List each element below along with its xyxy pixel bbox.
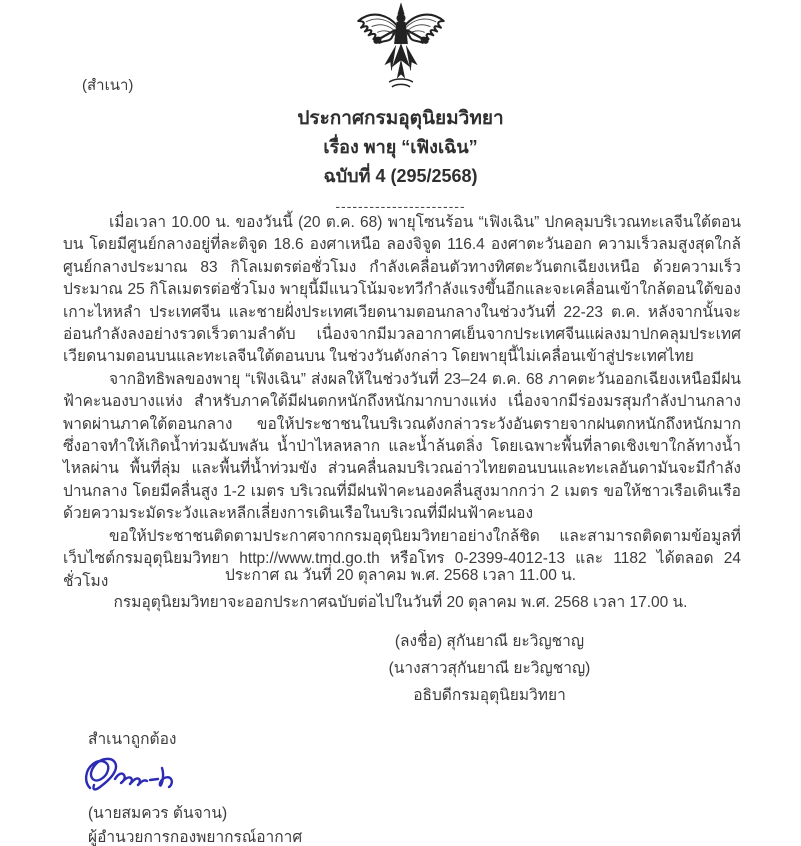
document-subject: เรื่อง พายุ “เฟิงเฉิน” (323, 137, 478, 157)
signed-by-line: (ลงชื่อ) สุกันยาณี ยะวิญชาญ (394, 633, 585, 650)
document-issue-number: ฉบับที่ 4 (295/2568) (323, 166, 478, 186)
document-title: ประกาศกรมอุตุนิยมวิทยา (297, 108, 504, 129)
paragraph-impact-warning: จากอิทธิพลของพายุ “เฟิงเฉิน” ส่งผลให้ในช่วงวันที่ 23–24 ต.ค. 68 ภาคตะวันออกเฉียงเหนือมีฝนฟ้าคะนองบางแห่ง สำหรับภาคใต้มีฝนตกหนักถึงหนักมากบางแห่ง เนื่องจากมีร่องมรสุมกำลังปานกลางพาดผ่านภาคใต้ตอนกลาง ขอให้ประชาชนในบริเวณดังกล่าวระวังอันตรายจากฝนตกหนักถึงหนักมาก ซึ่งอาจทำให้เกิดน้ำท่วมฉับพลัน น้ำป่าไหลหลาก และน้ำล้นตลิ่ง โดยเฉพาะพื้นที่ลาดเชิงเขาใกล้ทางน้ำไหลผ่าน พื้นที่ลุ่ม และพื้นที่น้ำท่วมขัง ส่วนคลื่นลมบริเวณอ่าวไทยตอนบนและทะเลอันดามันจะมีกำลังปานกลาง โดยมีคลื่นสูง 1-2 เมตร บริเวณที่มีฝนฟ้าคะนองคลื่นสูงมากกว่า 2 เมตร ขอให้ชาวเรือเดินเรือด้วยความระมัดระวังและหลีกเลี่ยงการเดินเรือในบริเวณที่มีฝนฟ้าคะนอง (63, 370, 741, 523)
certifier-position-line: ผู้อำนวยการกองพยากรณ์อากาศ (88, 829, 303, 846)
copy-correct-label: สำเนาถูกต้อง (88, 731, 177, 748)
paragraph-follow-updates: ขอให้ประชาชนติดตามประกาศจากกรมอุตุนิยมวิทยาอย่างใกล้ชิด และสามารถติดตามข้อมูลที่เว็บไซต์กรมอุตุนิยมวิทยา http://www.tmd.go.th หรือโทร 0-2399-4012-13 และ 1182 ได้ตลอด 24 ชั่วโมง (63, 527, 741, 590)
next-announcement-line: กรมอุตุนิยมวิทยาจะออกประกาศฉบับต่อไปในวันที่ 20 ตุลาคม พ.ศ. 2568 เวลา 17.00 น. (113, 594, 688, 611)
dashed-separator: ----------------------- (335, 198, 466, 214)
emblem-container (0, 2, 801, 102)
document-body (63, 212, 741, 593)
signer-block (0, 628, 801, 709)
certifier-name-line: (นายสมควร ต้นจาน) (88, 805, 228, 822)
copy-label: (สำเนา) (82, 77, 134, 94)
announcement-block (0, 562, 801, 616)
certification-block (88, 728, 302, 846)
handwritten-signature-icon (82, 754, 302, 798)
announcement-date-line: ประกาศ ณ วันที่ 20 ตุลาคม พ.ศ. 2568 เวลา 11.00 น. (224, 567, 577, 584)
signer-position-line: อธิบดีกรมอุตุนิยมวิทยา (413, 687, 566, 704)
signer-name-line: (นางสาวสุกันยาณี ยะวิญชาญ) (388, 660, 591, 677)
paragraph-storm-status: เมื่อเวลา 10.00 น. ของวันนี้ (20 ต.ค. 68) พายุโซนร้อน “เฟิงเฉิน” ปกคลุมบริเวณทะเลจีนใต้ตอนบน โดยมีศูนย์กลางอยู่ที่ละติจูด 18.6 องศาเหนือ ลองจิจูด 116.4 องศาตะวันออก ความเร็วลมสูงสุดใกล้ศูนย์กลางประมาณ 83 กิโลเมตรต่อชั่วโมง กำลังเคลื่อนตัวทางทิศตะวันตกเฉียงเหนือ ด้วยความเร็วประมาณ 25 กิโลเมตรต่อชั่วโมง พายุนี้มีแนวโน้มจะทวีกำลังแรงขึ้นอีกและจะเคลื่อนเข้าใกล้ตอนใต้ของเกาะไหหลำ ประเทศจีน และชายฝั่งประเทศเวียดนามตอนกลางในช่วงวันที่ 22-23 ต.ค. หลังจากนั้นจะอ่อนกำลังลงอย่างรวดเร็วตามลำดับ เนื่องจากมีมวลอากาศเย็นจากประเทศจีนแผ่ลงมาปกคลุมประเทศเวียดนามตอนบนและทะเลจีนใต้ตอนบน ในช่วงวันดังกล่าว โดยพายุนี้ไม่เคลื่อนเข้าสู่ประเทศไทย (63, 214, 741, 366)
garuda-emblem-icon (353, 84, 449, 101)
header-block (0, 104, 801, 213)
